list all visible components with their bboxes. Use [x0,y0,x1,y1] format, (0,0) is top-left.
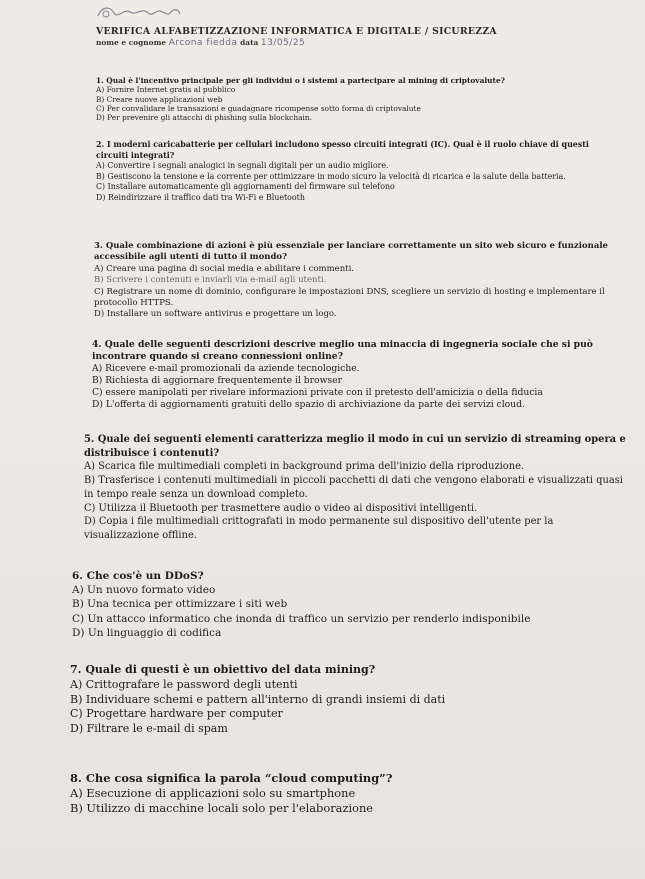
question-title: 2. I moderni caricabatterie per cellulari includono spesso circuiti integrati (IC). Qual è il ruolo chiave di questi circuiti integrati? [96,140,589,160]
document-header [96,26,616,48]
option-d: D) L'offerta di aggiornamenti gratuiti dello spazio di archiviazione da parte dei servizi cloud. [92,399,525,410]
option-c: C) Installare automaticamente gli aggiornamenti del firmware sul telefono [96,182,395,192]
question-1 [96,76,616,122]
option-a: A) Scarica file multimediali completi in background prima dell'inizio della riproduzione. [84,461,525,473]
option-a: A) Ricevere e-mail promozionali da aziende tecnologiche. [92,363,360,374]
document-title: VERIFICA ALFABETIZZAZIONE INFORMATICA E DIGITALE / SICUREZZA [96,26,497,37]
question-title: 5. Quale dei seguenti elementi caratterizza meglio il modo in cui un servizio di streaming opera e distribuisce i contenuti? [84,434,626,459]
option-d: D) Reindirizzare il traffico dati tra Wi-Fi e Bluetooth [96,192,305,202]
option-c: C) Progettare hardware per computer [70,707,283,721]
question-title: 4. Quale delle seguenti descrizioni descrive meglio una minaccia di ingegneria sociale che si può incontrare quando si creano connessioni online? [92,339,593,362]
option-a: A) Esecuzione di applicazioni solo su smartphone [70,786,356,801]
name-date-line [96,38,616,48]
question-7 [70,663,630,737]
question-3 [94,241,624,321]
question-title: 1. Qual è l'incentivo principale per gli individui o i sistemi a partecipare al mining di criptovalute? [96,76,506,85]
question-title: 7. Quale di questi è un obiettivo del data mining? [70,663,376,676]
option-b: B) Scrivere i contenuti e inviarli via e-mail agli utenti. [94,275,327,286]
option-d: D) Un linguaggio di codifica [72,626,222,639]
scribble-doodle [90,4,210,22]
option-b: B) Gestiscono la tensione e la corrente per ottimizzare in modo sicuro la velocità di ricarica e la salute della batteria. [96,171,566,181]
question-title: 6. Che cos'è un DDoS? [72,570,204,582]
date-label: data [240,38,259,47]
option-a: A) Crittografare le password degli utenti [70,677,298,691]
option-b: B) Individuare schemi e pattern all'interno di grandi insiemi di dati [70,692,446,706]
option-c: C) Per convalidare le transazioni e guadagnare ricompense sotto forma di criptovalute [96,103,421,113]
name-handwritten: Arcona fiedda [168,38,238,48]
option-c: C) Registrare un nome di dominio, configurare le impostazioni DNS, scegliere un servizio di hosting e implementare il protocollo HTTPS. [94,286,605,309]
option-b: B) Creare nuove applicazioni web [96,94,223,104]
option-a: A) Fornire Internet gratis al pubblico [96,85,236,95]
question-8 [70,771,630,817]
option-b: B) Richiesta di aggiornare frequentemente il browser [92,375,342,386]
option-a: A) Un nuovo formato video [72,584,216,597]
option-a: A) Creare una pagina di social media e abilitare i commenti. [94,263,355,274]
option-d: D) Filtrare le e-mail di spam [70,722,228,736]
question-4 [92,339,624,411]
option-c: C) Utilizza il Bluetooth per trasmettere audio o video ai dispositivi intelligenti. [84,502,478,514]
question-2 [96,140,622,204]
option-b: B) Una tecnica per ottimizzare i siti web [72,598,288,611]
option-c: C) essere manipolati per rivelare informazioni private con il pretesto dell'amicizia o della fiducia [92,387,543,398]
question-title: 3. Quale combinazione di azioni è più essenziale per lanciare correttamente un sito web sicuro e funzionale accessibile agli utenti di tutto il mondo? [94,241,608,263]
date-handwritten: 13/05/25 [260,38,306,48]
name-label: nome e cognome [96,38,167,47]
option-a: A) Convertire i segnali analogici in segnali digitali per un audio migliore. [96,161,389,171]
question-5 [84,433,629,543]
option-d: D) Per prevenire gli attacchi di phishing sulla blockchain. [96,113,312,123]
option-b: B) Utilizzo di macchine locali solo per l'elaborazione [70,801,374,816]
option-b: B) Trasferisce i contenuti multimediali in piccoli pacchetti di dati che vengono elaborati e visualizzati quasi in tempo reale senza un download completo. [84,475,623,500]
question-title: 8. Che cosa significa la parola “cloud computing”? [70,771,393,785]
option-d: D) Installare un software antivirus e progettare un logo. [94,309,337,320]
question-6 [72,569,627,640]
option-c: C) Un attacco informatico che inonda di traffico un servizio per renderlo indisponibile [72,612,531,625]
option-d: D) Copia i file multimediali crittografati in modo permanente sul dispositivo dell'utente per la visualizzazione offline. [84,516,554,541]
